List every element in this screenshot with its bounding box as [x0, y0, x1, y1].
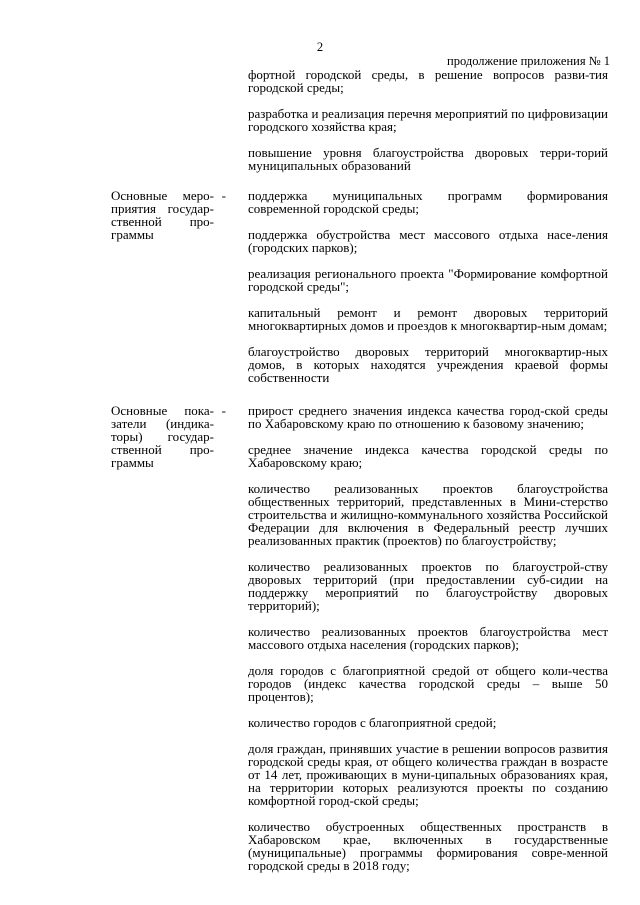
- section-label-text: Основные меро-приятия государ-ственной про-граммы: [111, 188, 214, 242]
- section-items: [248, 68, 608, 172]
- section-item: фортной городской среды, в решение вопросов разви-тия городской среды;: [248, 67, 608, 95]
- section-label: [111, 189, 232, 384]
- section-items: [248, 189, 608, 384]
- section-item: прирост среднего значения индекса качества город-ской среды по Хабаровскому краю по отношению к базовому значению;: [248, 403, 608, 431]
- section-main-activities: [111, 189, 608, 384]
- section-item: количество реализованных проектов благоустройства мест массового отдыха населения (городских парков);: [248, 624, 608, 652]
- section-item: поддержка обустройства мест массового отдыха насе-ления (городских парков);: [248, 227, 608, 255]
- page-number: 2: [316, 40, 324, 54]
- section-item: поддержка муниципальных программ формирования современной городской среды;: [248, 188, 608, 216]
- program-passport-table: [111, 68, 608, 892]
- section-item: количество обустроенных общественных пространств в Хабаровском крае, включенных в государственные (муниципальные) программы формирования совре-менной городской среды в 2018 году;: [248, 819, 608, 873]
- section-item: благоустройство дворовых территорий многоквартир-ных домов, в которых находятся учреждения краевой формы собственности: [248, 344, 608, 385]
- section-item: среднее значение индекса качества городской среды по Хабаровскому краю;: [248, 442, 608, 470]
- section-item: количество реализованных проектов по благоустрой-ству дворовых территорий (при предоставлении суб-сидии на поддержку мероприятий по благоустройству дворовых территорий);: [248, 559, 608, 613]
- section-label-empty: [111, 68, 232, 172]
- section-label-text: Основные пока-затели (индика-торы) государ-ственной про-граммы: [111, 403, 214, 470]
- section-item: количество реализованных проектов благоустройства общественных территорий, представленных в Мини-стерство строительства и жилищно-коммунального хозяйства Российской Федерации для включения в Федеральный реестр лучших реализованных практик (проектов) по благоустройству;: [248, 481, 608, 548]
- label-dash: -: [221, 188, 226, 203]
- section-item: доля городов с благоприятной средой от общего коли-чества городов (индекс качества городской среды – выше 50 процентов);: [248, 663, 608, 704]
- label-dash: -: [221, 403, 226, 418]
- section-items: [248, 404, 608, 872]
- section-main-indicators: [111, 404, 608, 872]
- section-item: реализация регионального проекта "Формирование комфортной городской среды";: [248, 266, 608, 294]
- section-item: повышение уровня благоустройства дворовых терри-торий муниципальных образований: [248, 145, 608, 173]
- section-item: доля граждан, принявших участие в решении вопросов развития городской среды края, от общего количества граждан в возрасте от 14 лет, проживающих в муни-ципальных образованиях края, на территории которых реализуются проекты по созданию комфортной город-ской среды;: [248, 741, 608, 808]
- section-item: капитальный ремонт и ремонт дворовых территорий многоквартирных домов и проездов к многоквартир-ным домам;: [248, 305, 608, 333]
- section-item: разработка и реализация перечня мероприятий по цифровизации городского хозяйства края;: [248, 106, 609, 134]
- section-item: количество городов с благоприятной средой;: [248, 715, 497, 730]
- section-label: [111, 404, 232, 872]
- section-continuation: [111, 68, 608, 172]
- appendix-continuation-note: продолжение приложения № 1: [447, 54, 610, 68]
